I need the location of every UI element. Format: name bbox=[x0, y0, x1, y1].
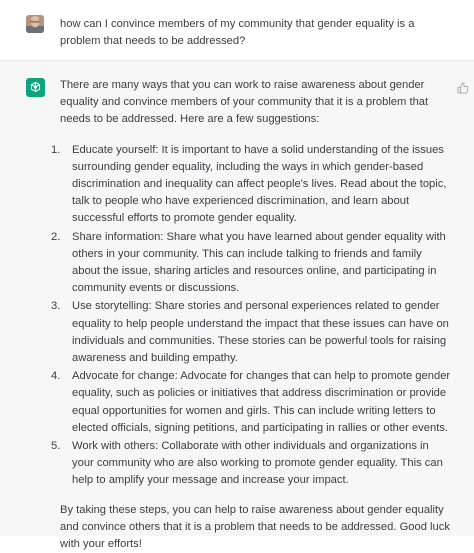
user-avatar bbox=[26, 15, 44, 33]
thumbs-up-icon[interactable] bbox=[457, 81, 469, 93]
list-item: 3. Use storytelling: Share stories and personal experiences related to gender equality to help people understand the impact that these issues can have on individuals and communities. These stories can be powerful tools for raising awareness and building empathy. bbox=[51, 300, 449, 365]
list-item: 5. Work with others: Collaborate with other individuals and organizations in your community who are also working to promote gender equality. This can help to amplify your message and increase your impact. bbox=[51, 440, 443, 487]
assistant-closing: By taking these steps, you can help to raise awareness about gender equality and convince others that it is a problem that needs to be addressed. Good luck with your efforts! bbox=[60, 503, 450, 551]
user-message-text: how can I convince members of my community that gender equality is a problem that needs to be addressed? bbox=[60, 18, 415, 47]
assistant-intro: There are many ways that you can work to raise awareness about gender equality and convince members of your community that it is a problem that needs to be addressed. Here are a few suggestions: bbox=[60, 79, 429, 126]
openai-logo-icon bbox=[26, 78, 45, 97]
list-item: 4. Advocate for change: Advocate for changes that can help to promote gender equality, such as policies or initiatives that address discrimination or provide equal opportunities for women and girls. This can include writing letters to elected officials, signing petitions, and participating in rallies or other events. bbox=[51, 370, 451, 434]
assistant-message-row bbox=[0, 60, 474, 551]
list-item: 1. Educate yourself: It is important to have a solid understanding of the issues surrounding gender equality, including the ways in which gender-based discrimination and inequality can affect people's lives. Read about the topic, talk to people who have experienced discrimination, and learn about successful efforts to promote gender equality. bbox=[51, 143, 447, 225]
assistant-message-text bbox=[51, 77, 452, 553]
suggestion-list bbox=[51, 142, 452, 490]
user-message-row bbox=[0, 0, 474, 60]
list-item: 2. Share information: Share what you have learned about gender equality with others in your community. This can include talking to friends and family about the issue, sharing articles and resources online, and participating in community events or discussions. bbox=[51, 230, 446, 295]
